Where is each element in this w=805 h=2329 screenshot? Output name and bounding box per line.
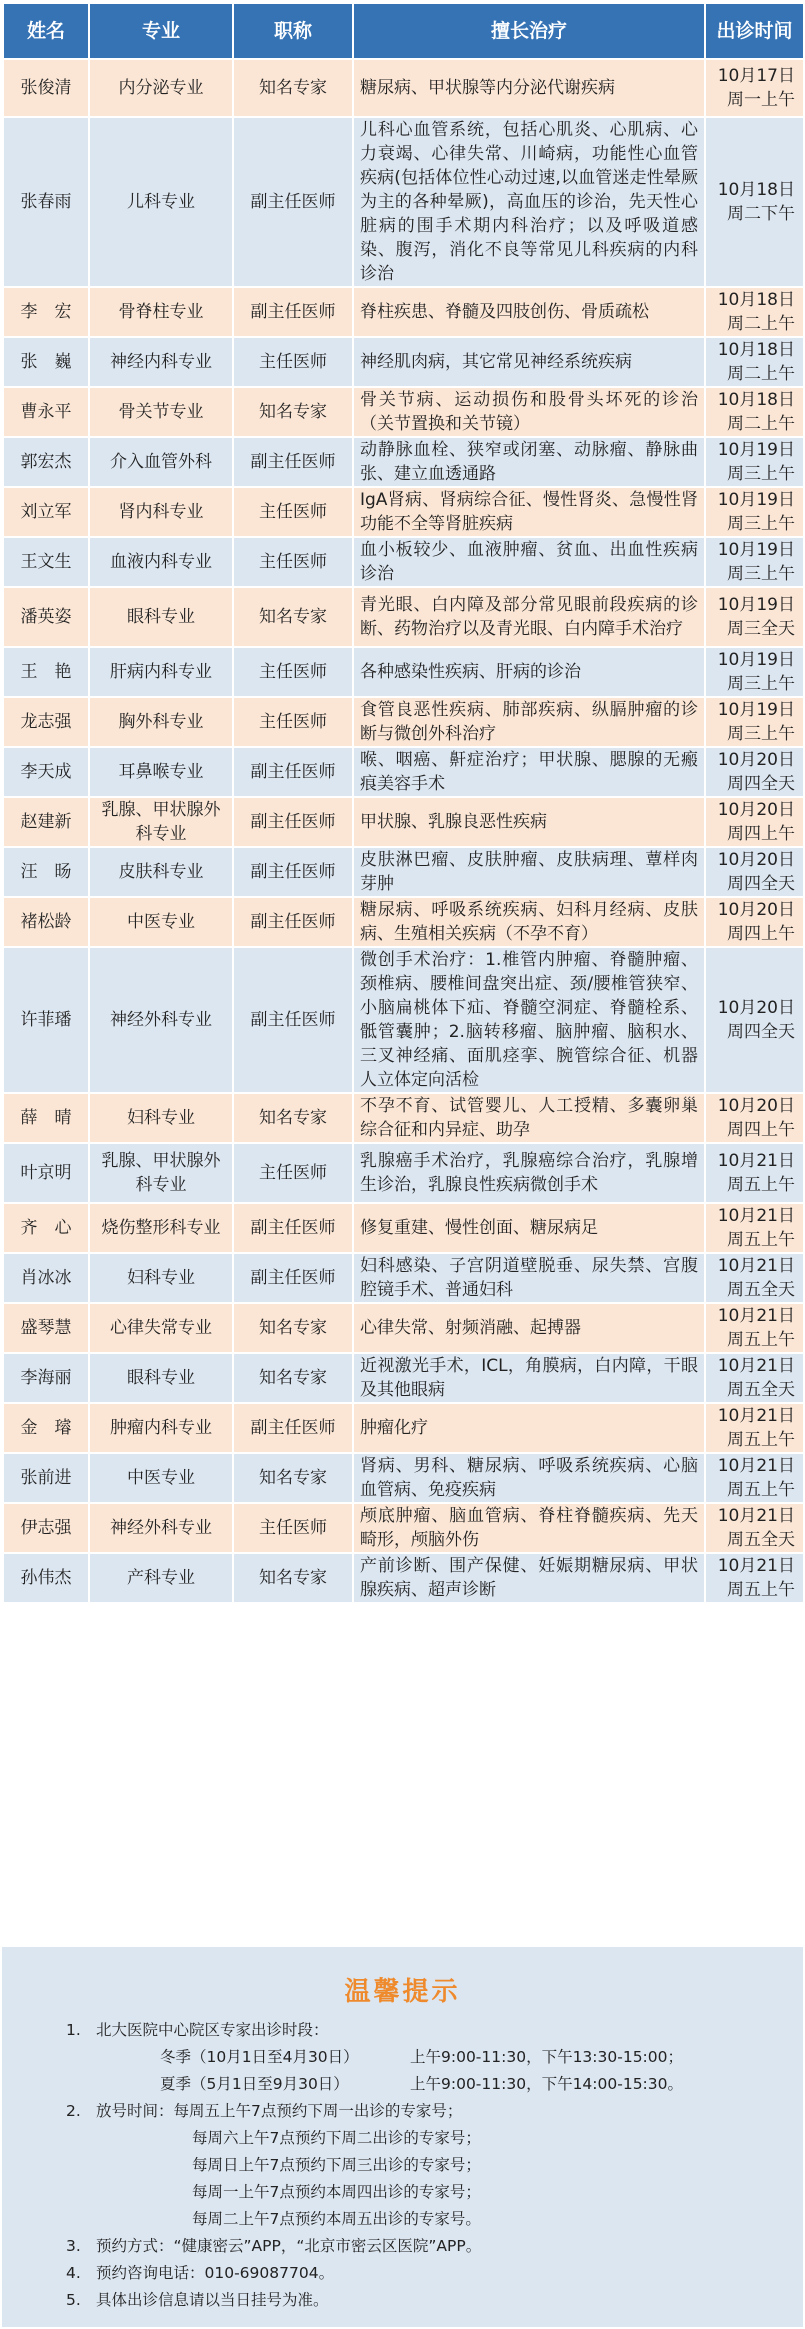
table-row [3, 1143, 804, 1203]
doctor-specialty: 近视激光手术，ICL，角膜病，白内障，干眼及其他眼病 [353, 1353, 705, 1403]
clinic-date: 10月21日 [717, 1506, 795, 1526]
doctor-name: 潘英姿 [3, 587, 89, 647]
clinic-date: 10月21日 [717, 1256, 795, 1276]
notice-release-line: 每周日上午7点预约下周三出诊的专家号； [192, 2156, 481, 2174]
table-header-row [3, 3, 804, 59]
notice-phone-text: 预约咨询电话：010-69087704。 [96, 2264, 335, 2282]
doctor-dept: 中医专业 [89, 897, 233, 947]
clinic-slot: 周五上午 [727, 1480, 795, 1500]
doctor-title: 副主任医师 [233, 437, 353, 487]
clinic-slot: 周五上午 [727, 1580, 795, 1600]
table-row [3, 387, 804, 437]
doctor-dept: 妇科专业 [89, 1253, 233, 1303]
schedule-body [3, 59, 804, 1603]
clinic-slot: 周三上午 [727, 564, 795, 584]
summer-hours: 上午9:00-11:30，下午14:00-15:30。 [410, 2075, 683, 2093]
notice-release-line: 每周二上午7点预约本周五出诊的专家号。 [192, 2210, 481, 2228]
clinic-date: 10月19日 [717, 540, 795, 560]
doctor-specialty: 产前诊断、围产保健、妊娠期糖尿病、甲状腺疾病、超声诊断 [353, 1553, 705, 1603]
table-row [3, 697, 804, 747]
table-row [3, 337, 804, 387]
table-row [3, 587, 804, 647]
doctor-name: 褚松龄 [3, 897, 89, 947]
clinic-slot: 周三全天 [727, 619, 795, 639]
doctor-time [705, 947, 804, 1093]
notice-number: 2. [66, 2102, 81, 2120]
clinic-slot: 周四全天 [727, 774, 795, 794]
doctor-dept: 血液内科专业 [89, 537, 233, 587]
doctor-title: 知名专家 [233, 587, 353, 647]
clinic-slot: 周四上午 [727, 1120, 795, 1140]
doctor-time [705, 337, 804, 387]
doctor-specialty: 喉、咽癌、鼾症治疗；甲状腺、腮腺的无瘢痕美容手术 [353, 747, 705, 797]
winter-hours: 上午9:00-11:30，下午13:30-15:00； [410, 2048, 683, 2066]
notice-item-disclaimer [66, 2287, 786, 2314]
table-row [3, 647, 804, 697]
doctor-specialty: 肾病、男科、糖尿病、呼吸系统疾病、心脑血管病、免疫疾病 [353, 1453, 705, 1503]
table-row [3, 1503, 804, 1553]
table-row [3, 797, 804, 847]
clinic-date: 10月18日 [717, 290, 795, 310]
doctor-name: 张俊清 [3, 59, 89, 117]
doctor-specialty: 儿科心血管系统，包括心肌炎、心肌病、心力衰竭、心律失常、川崎病，功能性心血管疾病(包括体位性心动过速,以血管迷走性晕厥为主的各种晕厥)，高血压的诊治，先天性心脏病的围手术期内科治疗；以及呼吸道感染、腹泻，消化不良等常见儿科疾病的内科诊治 [353, 117, 705, 287]
doctor-name: 许菲璠 [3, 947, 89, 1093]
header-specialty: 擅长治疗 [353, 3, 705, 59]
doctor-specialty: 糖尿病、呼吸系统疾病、妇科月经病、皮肤病、生殖相关疾病（不孕不育） [353, 897, 705, 947]
doctor-dept: 眼科专业 [89, 1353, 233, 1403]
doctor-name: 叶京明 [3, 1143, 89, 1203]
doctor-title: 知名专家 [233, 1303, 353, 1353]
doctor-title: 副主任医师 [233, 1403, 353, 1453]
doctor-specialty: 乳腺癌手术治疗，乳腺癌综合治疗，乳腺增生诊治，乳腺良性疾病微创手术 [353, 1143, 705, 1203]
table-row [3, 1453, 804, 1503]
clinic-date: 10月19日 [717, 650, 795, 670]
doctor-title: 主任医师 [233, 487, 353, 537]
clinic-date: 10月17日 [717, 66, 795, 86]
table-row [3, 59, 804, 117]
doctor-time [705, 387, 804, 437]
doctor-time [705, 1093, 804, 1143]
doctor-time [705, 847, 804, 897]
doctor-dept: 心律失常专业 [89, 1303, 233, 1353]
doctor-name: 张 巍 [3, 337, 89, 387]
doctor-name: 金 璿 [3, 1403, 89, 1453]
clinic-date: 10月20日 [717, 850, 795, 870]
doctor-time [705, 1353, 804, 1403]
doctor-specialty: 甲状腺、乳腺良恶性疾病 [353, 797, 705, 847]
doctor-title: 主任医师 [233, 537, 353, 587]
doctor-dept: 介入血管外科 [89, 437, 233, 487]
doctor-name: 郭宏杰 [3, 437, 89, 487]
notice-booking-text: 预约方式：“健康密云”APP，“北京市密云区医院”APP。 [96, 2237, 482, 2255]
doctor-specialty: 皮肤淋巴瘤、皮肤肿瘤、皮肤病理、蕈样肉芽肿 [353, 847, 705, 897]
doctor-dept: 神经外科专业 [89, 1503, 233, 1553]
clinic-date: 10月21日 [717, 1556, 795, 1576]
doctor-time [705, 487, 804, 537]
doctor-time [705, 1143, 804, 1203]
doctor-dept: 胸外科专业 [89, 697, 233, 747]
clinic-slot: 周五全天 [727, 1530, 795, 1550]
notice-disclaimer-text: 具体出诊信息请以当日挂号为准。 [96, 2291, 329, 2309]
doctor-title: 主任医师 [233, 337, 353, 387]
doctor-dept: 骨关节专业 [89, 387, 233, 437]
doctor-specialty: 神经肌肉病，其它常见神经系统疾病 [353, 337, 705, 387]
doctor-dept: 儿科专业 [89, 117, 233, 287]
clinic-date: 10月20日 [717, 900, 795, 920]
notice-item-release [66, 2098, 786, 2233]
doctor-title: 知名专家 [233, 387, 353, 437]
doctor-time [705, 1403, 804, 1453]
doctor-specialty: 肿瘤化疗 [353, 1403, 705, 1453]
doctor-name: 张前进 [3, 1453, 89, 1503]
doctor-title: 知名专家 [233, 1353, 353, 1403]
clinic-date: 10月18日 [717, 340, 795, 360]
doctor-time [705, 897, 804, 947]
doctor-name: 汪 旸 [3, 847, 89, 897]
doctor-name: 伊志强 [3, 1503, 89, 1553]
clinic-date: 10月19日 [717, 440, 795, 460]
doctor-name: 李海丽 [3, 1353, 89, 1403]
doctor-time [705, 537, 804, 587]
notice-release-line: 每周一上午7点预约本周四出诊的专家号； [192, 2183, 481, 2201]
doctor-title: 知名专家 [233, 1093, 353, 1143]
clinic-slot: 周五全天 [727, 1380, 795, 1400]
clinic-date: 10月21日 [717, 1151, 795, 1171]
clinic-slot: 周五上午 [727, 1230, 795, 1250]
clinic-date: 10月21日 [717, 1356, 795, 1376]
doctor-time [705, 747, 804, 797]
notice-winter-row [96, 2044, 786, 2071]
doctor-name: 李 宏 [3, 287, 89, 337]
doctor-specialty: 脊柱疾患、脊髓及四肢创伤、骨质疏松 [353, 287, 705, 337]
table-row [3, 1093, 804, 1143]
doctor-time [705, 1503, 804, 1553]
doctor-name: 李天成 [3, 747, 89, 797]
notice-item-hours [66, 2017, 786, 2098]
notice-number: 1. [66, 2021, 81, 2039]
doctor-time [705, 1453, 804, 1503]
doctor-specialty: 各种感染性疾病、肝病的诊治 [353, 647, 705, 697]
clinic-slot: 周二上午 [727, 414, 795, 434]
header-time: 出诊时间 [705, 3, 804, 59]
clinic-date: 10月21日 [717, 1306, 795, 1326]
notice-number: 3. [66, 2237, 81, 2255]
doctor-title: 副主任医师 [233, 1203, 353, 1253]
table-row [3, 1353, 804, 1403]
clinic-slot: 周五上午 [727, 1430, 795, 1450]
doctor-dept: 产科专业 [89, 1553, 233, 1603]
doctor-dept: 内分泌专业 [89, 59, 233, 117]
notice-release-line: 每周六上午7点预约下周二出诊的专家号； [192, 2129, 481, 2147]
doctor-specialty: 食管良恶性疾病、肺部疾病、纵膈肿瘤的诊断与微创外科治疗 [353, 697, 705, 747]
doctor-time [705, 587, 804, 647]
doctor-name: 龙志强 [3, 697, 89, 747]
doctor-dept: 乳腺、甲状腺外科专业 [89, 797, 233, 847]
doctor-name: 刘立军 [3, 487, 89, 537]
table-row [3, 287, 804, 337]
doctor-title: 主任医师 [233, 1143, 353, 1203]
notice-number: 4. [66, 2264, 81, 2282]
doctor-specialty: 微创手术治疗：1.椎管内肿瘤、脊髓肿瘤、颈椎病、腰椎间盘突出症、颈/腰椎管狭窄、小脑扁桃体下疝、脊髓空洞症、脊髓栓系、骶管囊肿；2.脑转移瘤、脑肿瘤、脑积水、三叉神经痛、面肌痉挛、腕管综合征、机器人立体定向活检 [353, 947, 705, 1093]
clinic-date: 10月20日 [717, 1096, 795, 1116]
doctor-specialty: 血小板较少、血液肿瘤、贫血、出血性疾病诊治 [353, 537, 705, 587]
clinic-date: 10月21日 [717, 1406, 795, 1426]
clinic-date: 10月20日 [717, 998, 795, 1018]
table-row [3, 847, 804, 897]
table-row [3, 1303, 804, 1353]
clinic-slot: 周三上午 [727, 464, 795, 484]
clinic-date: 10月18日 [717, 390, 795, 410]
doctor-dept: 骨脊柱专业 [89, 287, 233, 337]
table-row [3, 947, 804, 1093]
notice-panel [2, 1947, 803, 2327]
clinic-slot: 周五上午 [727, 1330, 795, 1350]
doctor-specialty: 骨关节病、运动损伤和股骨头坏死的诊治（关节置换和关节镜） [353, 387, 705, 437]
summer-label: 夏季（5月1日至9月30日） [160, 2075, 349, 2093]
doctor-time [705, 1303, 804, 1353]
doctor-title: 副主任医师 [233, 897, 353, 947]
doctor-dept: 耳鼻喉专业 [89, 747, 233, 797]
doctor-name: 曹永平 [3, 387, 89, 437]
doctor-time [705, 797, 804, 847]
clinic-slot: 周三上午 [727, 514, 795, 534]
doctor-name: 齐 心 [3, 1203, 89, 1253]
doctor-name: 张春雨 [3, 117, 89, 287]
doctor-title: 副主任医师 [233, 287, 353, 337]
doctor-dept: 肾内科专业 [89, 487, 233, 537]
doctor-dept: 乳腺、甲状腺外科专业 [89, 1143, 233, 1203]
doctor-title: 主任医师 [233, 1503, 353, 1553]
doctor-name: 王文生 [3, 537, 89, 587]
clinic-slot: 周五全天 [727, 1280, 795, 1300]
table-row [3, 1553, 804, 1603]
table-row [3, 487, 804, 537]
table-row [3, 1203, 804, 1253]
doctor-time [705, 697, 804, 747]
doctor-specialty: 修复重建、慢性创面、糖尿病足 [353, 1203, 705, 1253]
clinic-date: 10月19日 [717, 595, 795, 615]
table-row [3, 437, 804, 487]
table-row [3, 1403, 804, 1453]
doctor-title: 主任医师 [233, 647, 353, 697]
doctor-name: 孙伟杰 [3, 1553, 89, 1603]
clinic-slot: 周四上午 [727, 924, 795, 944]
clinic-slot: 周五上午 [727, 1175, 795, 1195]
doctor-title: 知名专家 [233, 1553, 353, 1603]
clinic-date: 10月20日 [717, 800, 795, 820]
table-row [3, 897, 804, 947]
doctor-dept: 眼科专业 [89, 587, 233, 647]
doctor-specialty: 青光眼、白内障及部分常见眼前段疾病的诊断、药物治疗以及青光眼、白内障手术治疗 [353, 587, 705, 647]
notice-title: 温馨提示 [344, 1977, 461, 2007]
doctor-title: 副主任医师 [233, 847, 353, 897]
doctor-time [705, 1203, 804, 1253]
clinic-slot: 周三上午 [727, 674, 795, 694]
header-name: 姓名 [3, 3, 89, 59]
doctor-title: 副主任医师 [233, 117, 353, 287]
doctor-time [705, 59, 804, 117]
table-row [3, 537, 804, 587]
clinic-date: 10月19日 [717, 700, 795, 720]
notice-number: 5. [66, 2291, 81, 2309]
doctor-title: 副主任医师 [233, 947, 353, 1093]
doctor-specialty: 不孕不育、试管婴儿、人工授精、多囊卵巢综合征和内异症、助孕 [353, 1093, 705, 1143]
clinic-slot: 周一上午 [727, 90, 795, 110]
doctor-dept: 烧伤整形科专业 [89, 1203, 233, 1253]
doctor-time [705, 117, 804, 287]
doctor-name: 王 艳 [3, 647, 89, 697]
clinic-slot: 周四上午 [727, 824, 795, 844]
clinic-date: 10月18日 [717, 180, 795, 200]
clinic-slot: 周二上午 [727, 314, 795, 334]
doctor-specialty: 心律失常、射频消融、起搏器 [353, 1303, 705, 1353]
doctor-time [705, 287, 804, 337]
notice-summer-row [96, 2071, 786, 2098]
clinic-slot: 周四全天 [727, 874, 795, 894]
clinic-date: 10月20日 [717, 750, 795, 770]
clinic-slot: 周二下午 [727, 204, 795, 224]
doctor-dept: 神经外科专业 [89, 947, 233, 1093]
clinic-slot: 周三上午 [727, 724, 795, 744]
notice-list [66, 2017, 786, 2314]
table-row [3, 117, 804, 287]
clinic-date: 10月21日 [717, 1206, 795, 1226]
doctor-time [705, 437, 804, 487]
notice-release-text: 放号时间：每周五上午7点预约下周一出诊的专家号； [96, 2102, 463, 2120]
doctor-time [705, 1253, 804, 1303]
doctor-title: 副主任医师 [233, 1253, 353, 1303]
doctor-specialty: 妇科感染、子宫阴道壁脱垂、尿失禁、宫腹腔镜手术、普通妇科 [353, 1253, 705, 1303]
doctor-title: 副主任医师 [233, 747, 353, 797]
doctor-specialty: 动静脉血栓、狭窄或闭塞、动脉瘤、静脉曲张、建立血透通路 [353, 437, 705, 487]
clinic-date: 10月21日 [717, 1456, 795, 1476]
doctor-title: 主任医师 [233, 697, 353, 747]
notice-hours-text: 北大医院中心院区专家出诊时段： [96, 2021, 329, 2039]
doctor-specialty: 颅底肿瘤、脑血管病、脊柱脊髓疾病、先天畸形，颅脑外伤 [353, 1503, 705, 1553]
doctor-time [705, 1553, 804, 1603]
doctor-specialty: IgA肾病、肾病综合征、慢性肾炎、急慢性肾功能不全等肾脏疾病 [353, 487, 705, 537]
clinic-date: 10月19日 [717, 490, 795, 510]
doctor-title: 副主任医师 [233, 797, 353, 847]
header-dept: 专业 [89, 3, 233, 59]
doctor-dept: 中医专业 [89, 1453, 233, 1503]
clinic-slot: 周四全天 [727, 1022, 795, 1042]
header-title: 职称 [233, 3, 353, 59]
doctor-dept: 肝病内科专业 [89, 647, 233, 697]
doctor-name: 盛琴慧 [3, 1303, 89, 1353]
doctor-name: 赵建新 [3, 797, 89, 847]
doctor-specialty: 糖尿病、甲状腺等内分泌代谢疾病 [353, 59, 705, 117]
notice-item-booking [66, 2233, 786, 2260]
schedule-table [2, 2, 805, 1604]
doctor-dept: 皮肤科专业 [89, 847, 233, 897]
doctor-title: 知名专家 [233, 1453, 353, 1503]
table-row [3, 1253, 804, 1303]
doctor-name: 肖冰冰 [3, 1253, 89, 1303]
table-row [3, 747, 804, 797]
clinic-slot: 周二上午 [727, 364, 795, 384]
doctor-dept: 神经内科专业 [89, 337, 233, 387]
doctor-dept: 妇科专业 [89, 1093, 233, 1143]
doctor-dept: 肿瘤内科专业 [89, 1403, 233, 1453]
doctor-time [705, 647, 804, 697]
notice-item-phone [66, 2260, 786, 2287]
doctor-title: 知名专家 [233, 59, 353, 117]
doctor-name: 薛 晴 [3, 1093, 89, 1143]
winter-label: 冬季（10月1日至4月30日） [160, 2048, 359, 2066]
